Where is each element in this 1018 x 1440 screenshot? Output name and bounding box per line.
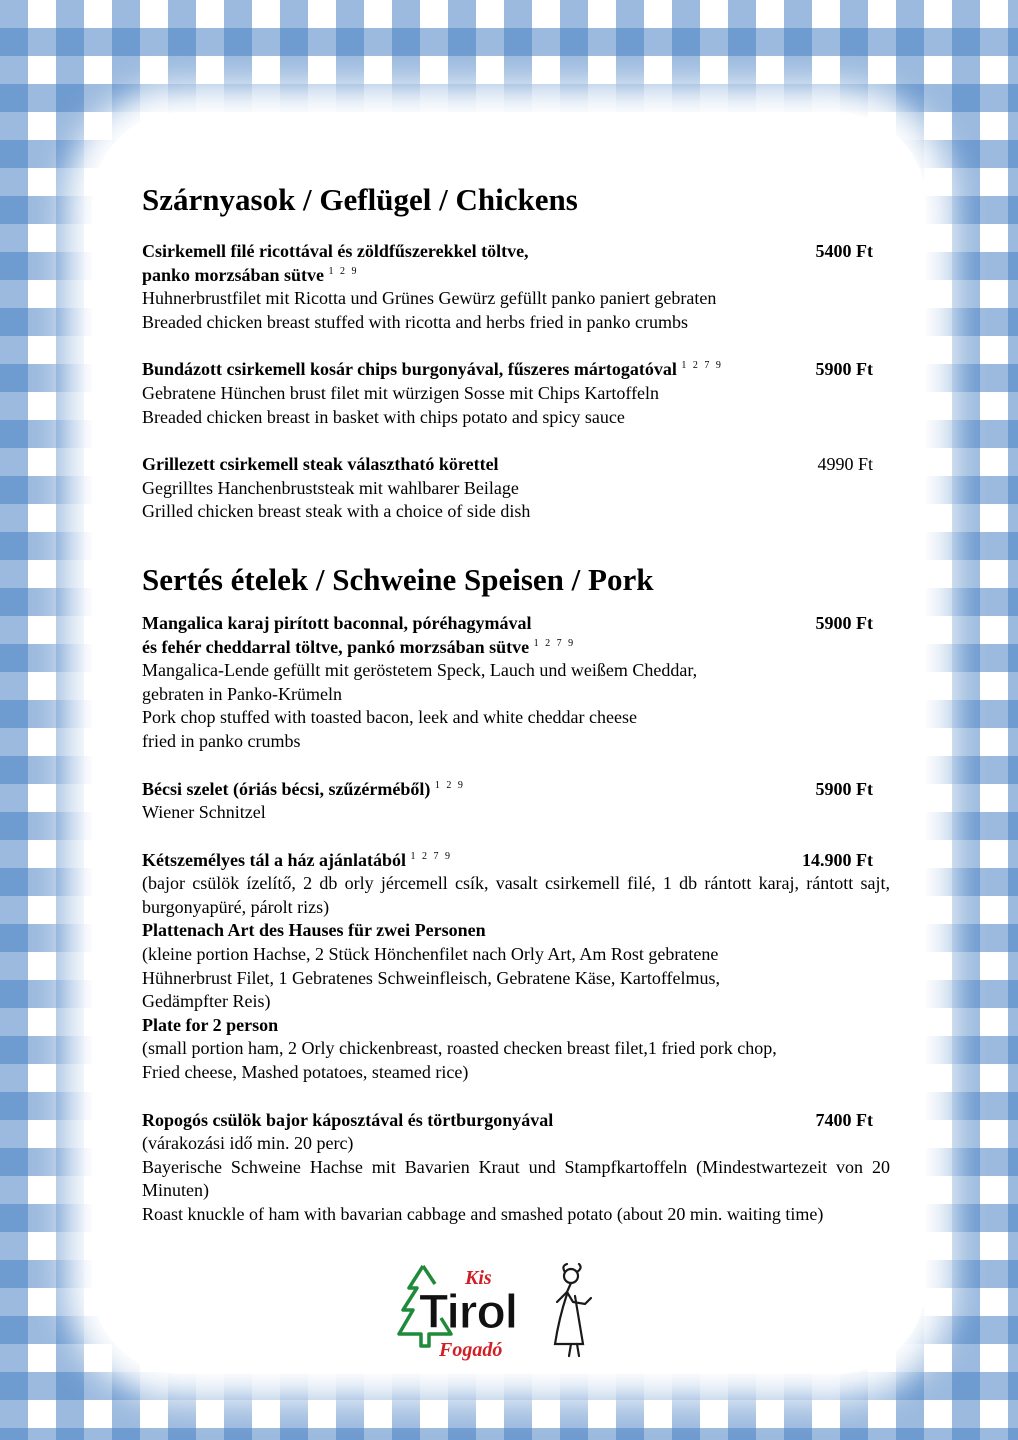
item-description <box>142 287 760 334</box>
menu-item <box>142 849 890 1085</box>
allergen-codes: 1 2 9 <box>328 265 359 277</box>
item-name-line: Grillezett csirkemell steak választható körettel <box>142 454 499 475</box>
item-name-line: és fehér cheddarral töltve, pankó morzsában sütve <box>142 636 530 657</box>
desc-line-de: Gebratene Hünchen brust filet mit würzigen Sosse mit Chips Kartoffeln <box>142 382 660 403</box>
menu-content <box>142 180 890 1251</box>
desc-hu: (bajor csülök ízelítő, 2 db orly jércemell csík, vasalt csirkemell filé, 1 db rántott karaj, rántott sajt, burgonyapüré, párolt rizs) <box>142 873 890 917</box>
item-price: 4990 Ft <box>817 454 873 475</box>
item-description <box>142 801 760 825</box>
menu-item <box>142 240 890 334</box>
item-description <box>142 872 890 1084</box>
item-name-line: Bundázott csirkemell kosár chips burgonyával, fűszeres mártogatóval <box>142 359 677 380</box>
item-price: 5900 Ft <box>815 778 873 799</box>
item-price: 5900 Ft <box>815 359 873 380</box>
item-description <box>142 477 760 524</box>
item-name <box>142 358 760 382</box>
item-name-line: panko morzsában sütve <box>142 264 325 285</box>
desc-line-de: Hühnerbrust Filet, 1 Gebratenes Schweinfleisch, Gebratene Käse, Kartoffelmus, <box>142 967 720 988</box>
menu-item <box>142 453 890 524</box>
item-price: 5900 Ft <box>815 612 873 633</box>
desc-line-en: (small portion ham, 2 Orly chickenbreast, roasted checken breast filet,1 fried pork chop, <box>142 1038 777 1059</box>
menu-item <box>142 612 890 754</box>
desc-line-de: (kleine portion Hachse, 2 Stück Hönchenfilet nach Orly Art, Am Rost gebratene <box>142 944 719 965</box>
desc-line-de: Huhnerbrustfilet mit Ricotta und Grünes Gewürz gefüllt panko paniert gebraten <box>142 288 717 309</box>
item-name <box>142 453 760 477</box>
desc-de: Bayerische Schweine Hachse mit Bavarien Kraut und Stampfkartoffeln (Mindestwartezeit von 20 Minuten) <box>142 1156 890 1201</box>
item-description <box>142 659 760 753</box>
item-name <box>142 778 760 802</box>
desc-line-de: gebraten in Panko-Krümeln <box>142 683 342 704</box>
desc-line-en: Breaded chicken breast in basket with chips potato and spicy sauce <box>142 406 625 427</box>
desc-line-de: Gegrilltes Hanchenbruststeak mit wahlbarer Beilage <box>142 477 519 498</box>
desc-en-title: Plate for 2 person <box>142 1014 279 1035</box>
item-name-line: Ropogós csülök bajor káposztával és törtburgonyával <box>142 1109 554 1130</box>
item-name-line: Mangalica karaj pirított baconnal, póréhagymával <box>142 612 532 633</box>
desc-line-en: Breaded chicken breast stuffed with ricotta and herbs fried in panko crumbs <box>142 311 688 332</box>
allergen-codes: 1 2 7 9 <box>681 360 723 372</box>
logo-kis: Kis <box>465 1267 492 1289</box>
desc-de-title: Plattenach Art des Hauses für zwei Personen <box>142 920 486 941</box>
desc-line-de: Gedämpfter Reis) <box>142 991 271 1012</box>
menu-item <box>142 1109 890 1227</box>
item-name-line: Csirkemell filé ricottával és zöldfűszerekkel töltve, <box>142 241 529 261</box>
logo-tirol: Tirol <box>419 1286 518 1339</box>
desc-line-en: Grilled chicken breast steak with a choice of side dish <box>142 501 531 522</box>
allergen-codes: 1 2 7 9 <box>410 850 452 862</box>
desc-hu: (várakozási idő min. 20 perc) <box>142 1133 354 1154</box>
desc-line-en: fried in panko crumbs <box>142 730 301 751</box>
desc-line-en: Pork chop stuffed with toasted bacon, leek and white cheddar cheese <box>142 707 637 728</box>
item-name <box>142 612 760 659</box>
allergen-codes: 1 2 9 <box>434 779 465 791</box>
item-name-line: Kétszemélyes tál a ház ajánlatából <box>142 849 406 870</box>
waitress-figure-icon <box>555 1264 591 1356</box>
logo-fogado: Fogadó <box>439 1339 503 1361</box>
item-name <box>142 240 760 287</box>
item-description <box>142 1132 890 1226</box>
section-title-pork: Sertés ételek / Schweine Speisen / Pork <box>142 561 654 597</box>
desc-en: Roast knuckle of ham with bavarian cabbage and smashed potato (about 20 min. waiting time) <box>142 1204 824 1224</box>
menu-item <box>142 778 890 825</box>
item-name <box>142 849 890 873</box>
allergen-codes: 1 2 7 9 <box>533 637 576 649</box>
item-price: 5400 Ft <box>815 241 873 261</box>
section-title-chickens: Szárnyasok / Geflügel / Chickens <box>142 182 578 217</box>
desc-line-en: Fried cheese, Mashed potatoes, steamed rice) <box>142 1062 469 1083</box>
desc-line-de: Wiener Schnitzel <box>142 802 266 823</box>
item-name <box>142 1109 890 1133</box>
kis-tirol-logo <box>395 1262 600 1362</box>
desc-line-de: Mangalica-Lende gefüllt mit geröstetem Speck, Lauch und weißem Cheddar, <box>142 660 698 681</box>
menu-item <box>142 358 890 429</box>
item-price: 14.900 Ft <box>802 849 873 870</box>
item-description <box>142 382 760 429</box>
item-name-line: Bécsi szelet (óriás bécsi, szűzérméből) <box>142 778 431 799</box>
item-price: 7400 Ft <box>815 1109 873 1130</box>
